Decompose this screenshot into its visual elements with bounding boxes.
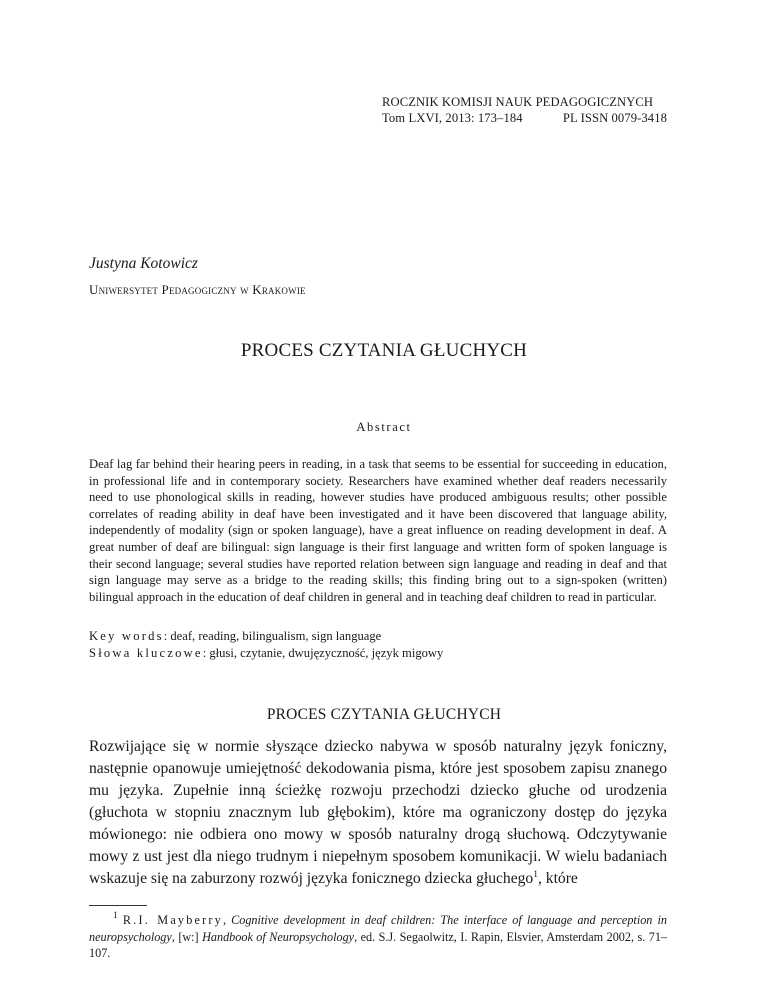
abstract-heading: Abstract xyxy=(356,420,412,434)
journal-volume: Tom LXVI, 2013: 173–184 xyxy=(382,110,523,125)
keywords-en-label: Key words xyxy=(89,629,164,643)
keywords-block xyxy=(89,628,443,661)
footnote-rest: ed. S.J. Segaolwitz, I. Rapin, Elsvier, Amsterdam 2002, s. 71–107. xyxy=(89,929,668,960)
journal-meta xyxy=(382,111,667,127)
section-title: PROCES CZYTANIA GŁUCHYCH xyxy=(266,706,502,723)
journal-header xyxy=(382,95,667,126)
journal-name: ROCZNIK KOMISJI NAUK PEDAGOGICZNYCH xyxy=(382,95,654,109)
footnote-in: [w:] xyxy=(178,929,199,944)
keywords-pl-label: Słowa kluczowe xyxy=(89,645,203,660)
body-paragraph xyxy=(89,736,667,890)
keywords-en: Key words: deaf, reading, bilingualism, sign language xyxy=(89,629,382,643)
body-text-part1: Rozwijające się w normie słyszące dziecko nabywa w sposób naturalny język foniczny, następnie opanowuje umiejętność dekodowania pisma, które jest sposobem zapisu znanego mu języka. Zupełnie inną ścieżkę rozwoju przechodzi dziecko głuche od urodzenia (głuchota w stopniu znacznym lub głębokim), które ma ograniczony dostęp do języka mówionego: nie odbiera ono mowy w sposób naturalny drogą słuchową. Odczytywanie mowy z ust jest dla niego trudnym i niepełnym sposobem komunikacji. W wielu badaniach wskazuje się na zaburzony rozwój języka fonicznego dziecka głuchego xyxy=(89,738,667,887)
body-text xyxy=(89,736,667,890)
footnote-text: $^1$ R.I. Mayberry, Cognitive development in deaf children: The interface of language and perception in neuropsychology, [w:] Handbook of Neuropsychology, ed. S.J. Segaolwitz, I. Rapin, Elsvier, Amsterdam 2002, s. 71–107. xyxy=(89,911,668,960)
abstract xyxy=(89,456,667,605)
keywords-en-values: deaf, reading, bilingualism, sign language xyxy=(170,629,382,643)
footnote-title: Cognitive development in deaf children: The interface of language and perception in neuropsychology xyxy=(89,913,667,944)
author-affiliation: Uniwersytet Pedagogiczny w Krakowie xyxy=(89,282,306,297)
footnote-book: Handbook of Neuropsychology xyxy=(202,929,355,944)
article-title: PROCES CZYTANIA GŁUCHYCH xyxy=(240,340,528,361)
footnote-number: 1 xyxy=(113,911,118,921)
journal-issn: PL ISSN 0079-3418 xyxy=(562,110,667,125)
footnote-author: R.I. Mayberry xyxy=(122,913,223,927)
footnote-reference: 1 xyxy=(533,870,538,880)
abstract-text: Deaf lag far behind their hearing peers in reading, in a task that seems to be essential for succeeding in education, in professional life and in contemporary society. Researchers have examined whether deaf readers necessarily need to use phonological skills in reading, however studies have produced ambiguous results; other possible correlates of reading ability in deaf have been investigated and it have been discovered that language ability, independently of modality (sign or spoken language), have a great influence on reading development in deaf. A great number of deaf are bilingual: sign language is their first language and written form of spoken language is their second language; several studies have reported relation between sign language and reading in deaf and that sign language may serve as a bridge to the reading skills; this finding bring out to a sign-spoken (written) bilingual approach in the education of deaf children in general and in teaching deaf children to read in particular. xyxy=(89,457,667,604)
body-text-part2: , które xyxy=(537,870,578,887)
footnote-separator xyxy=(89,905,147,906)
author-name: Justyna Kotowicz xyxy=(89,255,198,272)
keywords-pl: Słowa kluczowe: głusi, czytanie, dwujęzyczność, język migowy xyxy=(89,645,444,660)
footnote xyxy=(89,912,667,962)
keywords-pl-values: głusi, czytanie, dwujęzyczność, język migowy xyxy=(209,645,444,660)
